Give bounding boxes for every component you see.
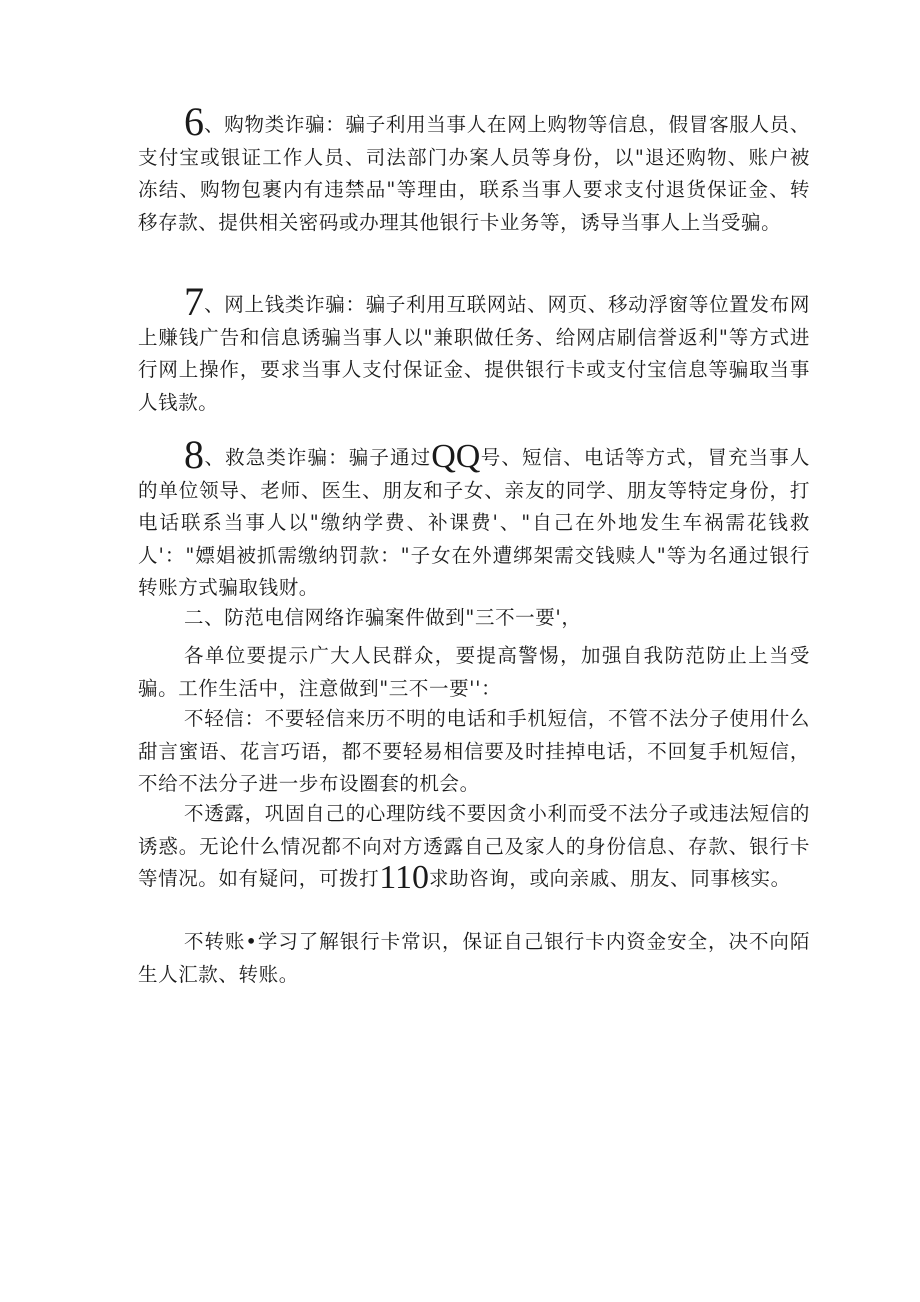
hotline-number: 110: [379, 859, 429, 896]
fraud-type-emergency-paragraph: [138, 432, 810, 605]
qq-label: QQ: [431, 438, 481, 475]
fraud-type-online-money-paragraph: [138, 279, 810, 419]
rule-do-not-transfer-paragraph: 不转账•学习了解银行卡常识，保证自己银行卡内资金安全，决不向陌生人汇款、转账。: [138, 930, 810, 986]
item-text-end: 号、短信、电话等方式，冒充当事人的单位领导、老师、医生、朋友和子女、亲友的同学、朋友等特定身份，打电话联系当事人以"缴纳学费、补课费'、"自己在外地发生车祸需花钱救人'："嫖娼被抓需缴纳罚款："子女在外遭绑架需交钱赎人"等为名通过银行转账方式骗取钱财。: [138, 446, 810, 599]
item-number: 6: [184, 99, 204, 144]
rule-text-end: 求助咨询，或向亲戚、朋友、同事核实。: [428, 867, 791, 890]
item-text: 、网上钱类诈骗：骗子利用互联网站、网页、移动浮窗等位置发布网上赚钱广告和信息诱骗当事人以"兼职做任务、给网店刷信誉返利"等方式进行网上操作，要求当事人支付保证金、提供银行卡或支付宝信息等骗取当事人钱款。: [138, 293, 810, 414]
section-heading: 二、防范电信网络诈骗案件做到"三不一要'，: [184, 606, 582, 629]
rule-do-not-disclose-paragraph: [138, 798, 810, 896]
item-text-start: 、救急类诈骗：骗子通过: [204, 446, 432, 469]
rule-text-start: 不透露，巩固自己的心理防线不要因贪小利而受不法分子或违法短信的诱惑。无论什么情况都不向对方透露自己及家人的身份信息、存款、银行卡等情况。如有疑问，可拨打: [138, 802, 810, 890]
fraud-type-shopping-paragraph: [138, 99, 810, 239]
intro-paragraph: 各单位要提示广大人民群众，要提高警惕，加强自我防范防止上当受骗。工作生活中，注意做到"三不一要''：: [138, 644, 810, 700]
rule-do-not-trust-paragraph: 不轻信：不要轻信来历不明的电话和手机短信，不管不法分子使用什么甜言蜜语、花言巧语，都不要轻易相信要及时挂掉电话，不回复手机短信，不给不法分子进一步布设圈套的机会。: [138, 707, 810, 795]
item-text: 、购物类诈骗：骗子利用当事人在网上购物等信息，假冒客服人员、支付宝或银证工作人员、司法部门办案人员等身份，以"退还购物、账户被冻结、购物包裹内有违禁品"等理由，联系当事人要求支付退货保证金、转移存款、提供相关密码或办理其他银行卡业务等，诱导当事人上当受骗。: [138, 113, 810, 234]
item-number: 8: [184, 432, 204, 477]
item-number: 7: [184, 279, 204, 324]
